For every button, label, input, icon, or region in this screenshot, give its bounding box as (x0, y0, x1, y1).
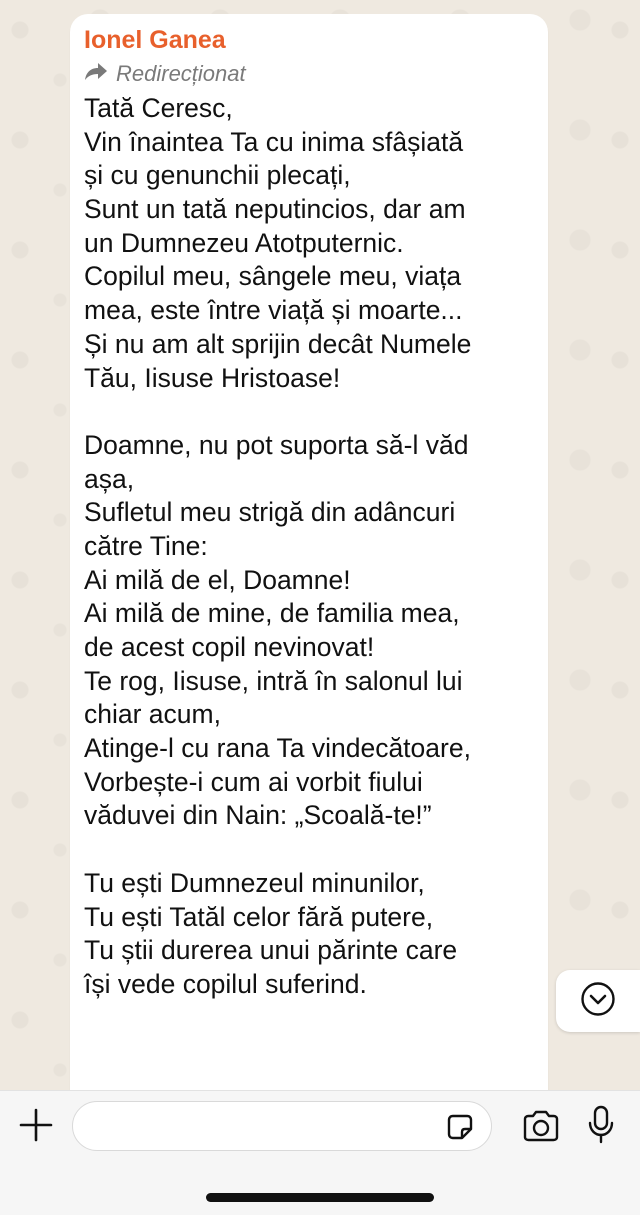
message-line: Și nu am alt sprijin decât Numele (84, 328, 472, 359)
message-line: chiar acum, (84, 699, 221, 730)
message-line: Sufletul meu strigă din adâncuri (84, 497, 456, 528)
chevron-down-circle-icon (580, 981, 616, 1022)
message-line: Tată Ceresc, (84, 93, 233, 123)
forwarded-label: Redirecționat (116, 61, 246, 86)
sticker-icon[interactable] (445, 1112, 475, 1142)
sender-name[interactable]: Ionel Ganea (84, 26, 226, 54)
message-line: un Dumnezeu Atotputernic. (84, 227, 404, 258)
message-line: Ai milă de el, Doamne! (84, 564, 351, 595)
message-line: Ai milă de mine, de familia mea, (84, 598, 460, 629)
message-line: Tu ești Tatăl celor fără putere, (84, 901, 434, 932)
message-bubble[interactable] (70, 14, 548, 1114)
home-indicator (206, 1193, 434, 1202)
message-blank-line (84, 395, 540, 429)
message-input[interactable] (89, 1110, 433, 1142)
message-text (84, 92, 540, 1002)
message-line: Copilul meu, sângele meu, viața (84, 261, 462, 292)
forwarded-indicator (84, 60, 246, 88)
message-line: văduvei din Nain: „Scoală-te!” (84, 800, 432, 831)
message-blank-line (84, 833, 540, 867)
message-line: și cu genunchii plecați, (84, 160, 351, 191)
plus-icon (19, 1108, 53, 1147)
microphone-icon[interactable] (588, 1105, 614, 1145)
message-input-container[interactable] (72, 1101, 492, 1151)
message-line: Doamne, nu pot suporta să-l văd (84, 429, 469, 460)
message-line: așa, (84, 463, 135, 494)
message-line: își vede copilul suferind. (84, 968, 367, 999)
message-line: Tău, Iisuse Hristoase! (84, 362, 341, 393)
scroll-to-bottom-button[interactable] (556, 970, 640, 1032)
attach-button[interactable] (18, 1109, 54, 1145)
message-line: Vin înaintea Ta cu inima sfâșiată (84, 126, 464, 157)
forward-arrow-icon (84, 61, 108, 87)
message-line: Atinge-l cu rana Ta vindecătoare, (84, 733, 471, 764)
message-line: Te rog, Iisuse, intră în salonul lui (84, 665, 463, 696)
message-line: Tu ești Dumnezeul minunilor, (84, 867, 425, 898)
message-line: Tu știi durerea unui părinte care (84, 935, 458, 966)
message-line: către Tine: (84, 530, 208, 561)
camera-icon[interactable] (522, 1109, 560, 1143)
message-line: Sunt un tată neputincios, dar am (84, 194, 466, 225)
message-line: Vorbește-i cum ai vorbit fiului (84, 766, 423, 797)
message-line: de acest copil nevinovat! (84, 632, 375, 662)
message-line: mea, este între viață și moarte... (84, 295, 463, 326)
